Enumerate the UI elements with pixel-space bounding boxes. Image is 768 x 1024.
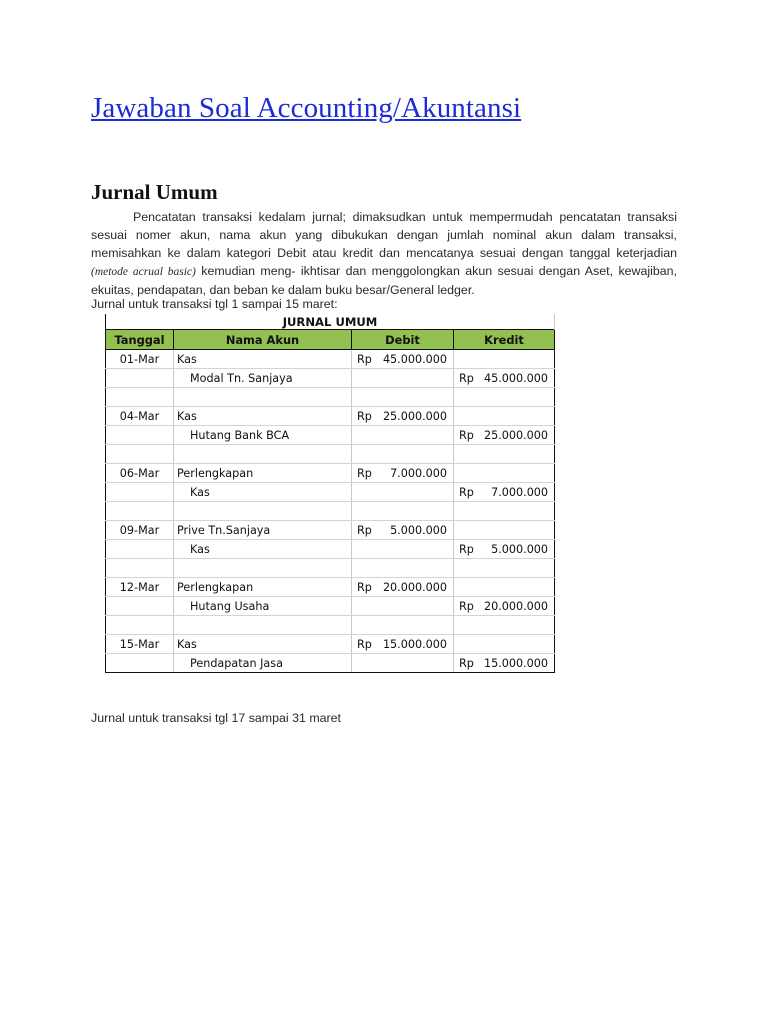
currency-label: Rp bbox=[459, 428, 474, 442]
debit-amount-empty bbox=[352, 369, 454, 388]
spacer-cell bbox=[352, 502, 454, 521]
spacer-cell bbox=[352, 559, 454, 578]
amount-value: 7.000.000 bbox=[491, 485, 549, 499]
credit-account: Modal Tn. Sanjaya bbox=[174, 369, 352, 388]
currency-label: Rp bbox=[459, 542, 474, 556]
currency-label: Rp bbox=[357, 580, 372, 594]
entry-date-empty bbox=[106, 426, 174, 445]
journal-row-spacer bbox=[106, 388, 555, 407]
journal-row-credit bbox=[106, 654, 555, 673]
debit-account: Perlengkapan bbox=[174, 464, 352, 483]
amount-value: 15.000.000 bbox=[483, 656, 549, 670]
debit-amount-value bbox=[357, 353, 447, 366]
debit-amount-empty bbox=[352, 426, 454, 445]
spacer-cell bbox=[454, 502, 555, 521]
debit-amount bbox=[352, 578, 454, 597]
spacer-cell bbox=[174, 559, 352, 578]
currency-label: Rp bbox=[459, 599, 474, 613]
journal-row-debit bbox=[106, 578, 555, 597]
entry-date: 15-Mar bbox=[106, 635, 174, 654]
header-debit: Debit bbox=[352, 330, 454, 350]
journal-row-credit bbox=[106, 369, 555, 388]
page-title[interactable]: Jawaban Soal Accounting/Akuntansi bbox=[91, 92, 522, 124]
credit-amount bbox=[454, 597, 555, 616]
debit-amount bbox=[352, 464, 454, 483]
journal-row-debit bbox=[106, 350, 555, 369]
spacer-cell bbox=[106, 445, 174, 464]
entry-date: 06-Mar bbox=[106, 464, 174, 483]
amount-value: 25.000.000 bbox=[382, 409, 447, 423]
journal-row-spacer bbox=[106, 502, 555, 521]
credit-amount-empty bbox=[454, 407, 555, 426]
spacer-cell bbox=[106, 616, 174, 635]
header-credit: Kredit bbox=[454, 330, 555, 350]
paragraph-italic-note: (metode acrual basic) bbox=[91, 266, 196, 278]
spacer-cell bbox=[174, 616, 352, 635]
entry-date-empty bbox=[106, 597, 174, 616]
amount-value: 20.000.000 bbox=[483, 599, 549, 613]
spacer-cell bbox=[174, 502, 352, 521]
journal-table bbox=[105, 314, 555, 673]
credit-account: Hutang Usaha bbox=[174, 597, 352, 616]
debit-amount-empty bbox=[352, 540, 454, 559]
debit-account: Kas bbox=[174, 407, 352, 426]
journal-row-spacer bbox=[106, 445, 555, 464]
journal-row-credit bbox=[106, 483, 555, 502]
spacer-cell bbox=[174, 388, 352, 407]
spacer-cell bbox=[352, 616, 454, 635]
currency-label: Rp bbox=[459, 371, 474, 385]
credit-amount-value bbox=[459, 600, 548, 613]
section-heading: Jurnal Umum bbox=[91, 180, 218, 204]
debit-amount-empty bbox=[352, 483, 454, 502]
currency-label: Rp bbox=[459, 656, 474, 670]
credit-account: Kas bbox=[174, 540, 352, 559]
entry-date: 12-Mar bbox=[106, 578, 174, 597]
credit-amount-empty bbox=[454, 350, 555, 369]
spacer-cell bbox=[106, 559, 174, 578]
debit-amount bbox=[352, 635, 454, 654]
debit-account: Kas bbox=[174, 635, 352, 654]
debit-amount bbox=[352, 407, 454, 426]
currency-label: Rp bbox=[357, 352, 372, 366]
debit-account: Kas bbox=[174, 350, 352, 369]
paragraph-text-after: kemudian meng- ikhtisar dan menggolongkan akun sesuai dengan Aset, kewajiban, ekuitas, pendapatan, dan beban ke dalam buku besar/General ledger. bbox=[91, 264, 677, 297]
credit-amount-value bbox=[459, 657, 548, 670]
credit-amount-empty bbox=[454, 464, 555, 483]
entry-date-empty bbox=[106, 654, 174, 673]
currency-label: Rp bbox=[357, 466, 372, 480]
debit-amount-value bbox=[357, 410, 447, 423]
credit-amount-value bbox=[459, 543, 548, 556]
intro-paragraph bbox=[91, 208, 677, 299]
credit-amount bbox=[454, 654, 555, 673]
header-date: Tanggal bbox=[106, 330, 174, 350]
credit-amount-empty bbox=[454, 635, 555, 654]
spacer-cell bbox=[454, 616, 555, 635]
credit-amount bbox=[454, 369, 555, 388]
amount-value: 25.000.000 bbox=[483, 428, 549, 442]
spacer-cell bbox=[454, 445, 555, 464]
credit-amount-value bbox=[459, 486, 548, 499]
journal-body bbox=[106, 350, 555, 673]
currency-label: Rp bbox=[357, 523, 372, 537]
journal-caption: JURNAL UMUM bbox=[106, 314, 555, 330]
credit-account: Kas bbox=[174, 483, 352, 502]
entry-date: 04-Mar bbox=[106, 407, 174, 426]
spacer-cell bbox=[352, 388, 454, 407]
credit-amount bbox=[454, 540, 555, 559]
debit-account: Perlengkapan bbox=[174, 578, 352, 597]
amount-value: 15.000.000 bbox=[382, 637, 447, 651]
journal-row-credit bbox=[106, 540, 555, 559]
debit-account: Prive Tn.Sanjaya bbox=[174, 521, 352, 540]
debit-amount-value bbox=[357, 524, 447, 537]
journal-row-debit bbox=[106, 635, 555, 654]
paragraph-text-before: Pencatatan transaksi kedalam jurnal; dimaksudkan untuk mempermudah pencatatan transaksi sesuai nomer akun, nama akun yang dibukukan dengan jumlah nominal akun dalam transaksi, memisahkan ke dalam kategori Debit atau kredit dan mencatanya sesuai dengan tanggal keterjadian bbox=[91, 210, 677, 260]
journal-row-debit bbox=[106, 464, 555, 483]
journal-row-debit bbox=[106, 521, 555, 540]
entry-date-empty bbox=[106, 369, 174, 388]
amount-value: 5.000.000 bbox=[390, 523, 447, 537]
credit-amount-value bbox=[459, 429, 548, 442]
journal-row-credit bbox=[106, 597, 555, 616]
debit-amount-empty bbox=[352, 654, 454, 673]
spacer-cell bbox=[106, 388, 174, 407]
journal-intro-1: Jurnal untuk transaksi tgl 1 sampai 15 maret: bbox=[91, 297, 338, 311]
amount-value: 20.000.000 bbox=[382, 580, 447, 594]
credit-amount bbox=[454, 483, 555, 502]
debit-amount-empty bbox=[352, 597, 454, 616]
credit-amount-empty bbox=[454, 521, 555, 540]
header-account: Nama Akun bbox=[174, 330, 352, 350]
journal-row-spacer bbox=[106, 616, 555, 635]
spacer-cell bbox=[174, 445, 352, 464]
spacer-cell bbox=[454, 388, 555, 407]
entry-date-empty bbox=[106, 483, 174, 502]
amount-value: 45.000.000 bbox=[483, 371, 549, 385]
debit-amount bbox=[352, 350, 454, 369]
amount-value: 7.000.000 bbox=[390, 466, 447, 480]
entry-date: 09-Mar bbox=[106, 521, 174, 540]
journal-row-debit bbox=[106, 407, 555, 426]
spacer-cell bbox=[352, 445, 454, 464]
debit-amount-value bbox=[357, 467, 447, 480]
currency-label: Rp bbox=[459, 485, 474, 499]
debit-amount bbox=[352, 521, 454, 540]
currency-label: Rp bbox=[357, 409, 372, 423]
journal-row-credit bbox=[106, 426, 555, 445]
entry-date-empty bbox=[106, 540, 174, 559]
credit-amount-value bbox=[459, 372, 548, 385]
credit-account: Pendapatan Jasa bbox=[174, 654, 352, 673]
amount-value: 5.000.000 bbox=[491, 542, 549, 556]
journal-row-spacer bbox=[106, 559, 555, 578]
debit-amount-value bbox=[357, 581, 447, 594]
spacer-cell bbox=[106, 502, 174, 521]
journal-intro-2: Jurnal untuk transaksi tgl 17 sampai 31 maret bbox=[91, 711, 342, 725]
credit-amount bbox=[454, 426, 555, 445]
currency-label: Rp bbox=[357, 637, 372, 651]
entry-date: 01-Mar bbox=[106, 350, 174, 369]
credit-account: Hutang Bank BCA bbox=[174, 426, 352, 445]
amount-value: 45.000.000 bbox=[382, 352, 447, 366]
debit-amount-value bbox=[357, 638, 447, 651]
credit-amount-empty bbox=[454, 578, 555, 597]
spacer-cell bbox=[454, 559, 555, 578]
